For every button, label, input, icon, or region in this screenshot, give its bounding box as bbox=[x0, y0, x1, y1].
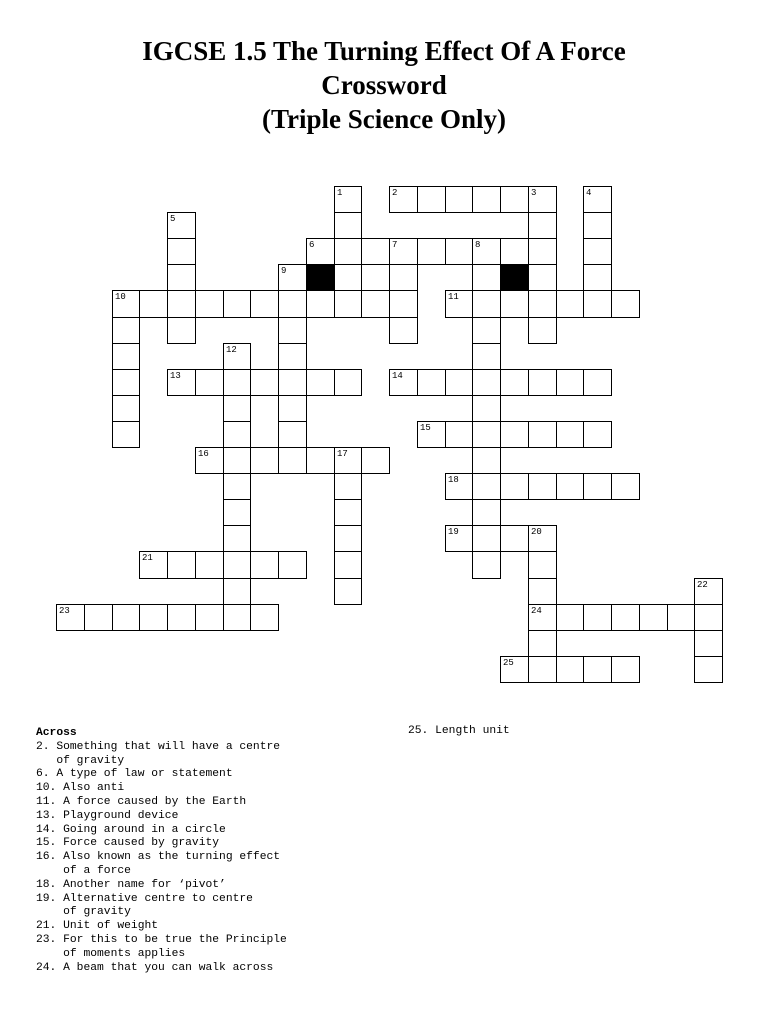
clue-text: 6. A type of law or statement bbox=[36, 768, 233, 781]
clue-number: 18 bbox=[448, 475, 459, 485]
grid-cell[interactable] bbox=[306, 290, 335, 318]
grid-cell[interactable] bbox=[361, 447, 390, 474]
grid-cell[interactable] bbox=[223, 447, 251, 474]
grid-cell[interactable] bbox=[556, 290, 584, 318]
grid-cell[interactable] bbox=[278, 317, 307, 344]
grid-cell[interactable] bbox=[583, 290, 612, 318]
grid-cell[interactable] bbox=[694, 630, 723, 657]
grid-cell[interactable] bbox=[167, 604, 196, 631]
grid-cell[interactable] bbox=[583, 238, 612, 265]
grid-cell[interactable] bbox=[195, 369, 224, 396]
grid-cell[interactable] bbox=[611, 290, 640, 318]
clue-number: 1 bbox=[337, 188, 343, 198]
grid-cell[interactable] bbox=[528, 421, 557, 448]
grid-cell[interactable] bbox=[278, 290, 307, 318]
grid-cell[interactable] bbox=[195, 604, 224, 631]
grid-cell[interactable] bbox=[500, 238, 529, 265]
grid-cell[interactable] bbox=[167, 551, 196, 579]
clue-text: 21. Unit of weight bbox=[36, 920, 159, 933]
clue-text: 23. For this to be true the Principle bbox=[36, 933, 287, 946]
clue-number: 9 bbox=[281, 266, 287, 276]
clue-number: 20 bbox=[531, 527, 542, 537]
grid-cell[interactable] bbox=[223, 578, 251, 605]
grid-cell[interactable] bbox=[278, 551, 307, 579]
grid-cell[interactable] bbox=[528, 630, 557, 657]
clue-text-continued: of moments applies bbox=[36, 947, 186, 960]
clue-number: 13 bbox=[170, 371, 181, 381]
grid-cell[interactable] bbox=[84, 604, 113, 631]
clue-list bbox=[408, 725, 728, 739]
grid-cell[interactable] bbox=[445, 186, 473, 213]
grid-cell[interactable] bbox=[250, 551, 279, 579]
grid-cell[interactable] bbox=[112, 395, 140, 422]
grid-cell[interactable] bbox=[528, 656, 557, 683]
grid-cell[interactable] bbox=[334, 290, 362, 318]
grid-cell[interactable] bbox=[334, 578, 362, 605]
grid-cell[interactable] bbox=[639, 604, 668, 631]
grid-cell[interactable] bbox=[278, 395, 307, 422]
grid-cell[interactable] bbox=[334, 499, 362, 526]
grid-cell[interactable] bbox=[528, 473, 557, 500]
grid-cell[interactable] bbox=[472, 369, 501, 396]
grid-cell[interactable] bbox=[445, 421, 473, 448]
grid-cell[interactable] bbox=[611, 473, 640, 500]
grid-cell[interactable] bbox=[667, 604, 695, 631]
grid-cell[interactable] bbox=[139, 604, 168, 631]
clue-number: 25 bbox=[503, 658, 514, 668]
clue-text: 19. Alternative centre to centre bbox=[36, 892, 253, 905]
clue-number: 16 bbox=[198, 449, 209, 459]
clue-text: 24. A beam that you can walk across bbox=[36, 961, 274, 974]
title-line: IGCSE 1.5 The Turning Effect Of A Force bbox=[142, 36, 626, 66]
clue-number: 21 bbox=[142, 553, 153, 563]
clue-text: 10. Also anti bbox=[36, 782, 125, 795]
grid-cell[interactable] bbox=[528, 212, 557, 239]
grid-cell[interactable] bbox=[583, 212, 612, 239]
grid-cell[interactable] bbox=[112, 343, 140, 370]
grid-cell[interactable] bbox=[500, 525, 529, 552]
grid-cell[interactable] bbox=[694, 604, 723, 631]
grid-cell[interactable] bbox=[472, 343, 501, 370]
grid-cell[interactable] bbox=[223, 290, 251, 318]
grid-cell[interactable] bbox=[528, 290, 557, 318]
grid-cell[interactable] bbox=[334, 369, 362, 396]
grid-cell[interactable] bbox=[583, 264, 612, 291]
grid-cell[interactable] bbox=[445, 238, 473, 265]
grid-cell[interactable] bbox=[167, 317, 196, 344]
grid-cell[interactable] bbox=[500, 473, 529, 500]
clue-number: 12 bbox=[226, 345, 237, 355]
grid-cell[interactable] bbox=[223, 421, 251, 448]
clue-number: 7 bbox=[392, 240, 398, 250]
grid-cell[interactable] bbox=[556, 473, 584, 500]
grid-cell[interactable] bbox=[112, 369, 140, 396]
grid-cell[interactable] bbox=[500, 369, 529, 396]
grid-cell[interactable] bbox=[389, 290, 418, 318]
grid-cell[interactable] bbox=[472, 551, 501, 579]
grid-cell[interactable] bbox=[472, 395, 501, 422]
clue-text: 15. Force caused by gravity bbox=[36, 837, 220, 850]
grid-cell[interactable] bbox=[472, 473, 501, 500]
grid-cell[interactable] bbox=[250, 447, 279, 474]
clue-number: 19 bbox=[448, 527, 459, 537]
clue-number: 15 bbox=[420, 423, 431, 433]
clue-text-continued: of a force bbox=[36, 864, 131, 877]
grid-cell[interactable] bbox=[195, 290, 224, 318]
grid-cell[interactable] bbox=[472, 421, 501, 448]
grid-cell[interactable] bbox=[361, 238, 390, 265]
grid-cell[interactable] bbox=[583, 473, 612, 500]
clue-number: 5 bbox=[170, 214, 176, 224]
grid-cell[interactable] bbox=[528, 317, 557, 344]
grid-cell[interactable] bbox=[112, 317, 140, 344]
grid-cell[interactable] bbox=[334, 212, 362, 239]
grid-cell[interactable] bbox=[167, 238, 196, 265]
grid-cell[interactable] bbox=[112, 421, 140, 448]
grid-cell[interactable] bbox=[556, 369, 584, 396]
grid-cell[interactable] bbox=[694, 656, 723, 683]
clue-text: 14. Going around in a circle bbox=[36, 823, 226, 836]
clue-number: 23 bbox=[59, 606, 70, 616]
clue-list bbox=[36, 741, 356, 976]
grid-cell[interactable] bbox=[278, 343, 307, 370]
grid-cell[interactable] bbox=[528, 551, 557, 579]
title-line: Crossword bbox=[321, 70, 447, 100]
grid-cell[interactable] bbox=[472, 186, 501, 213]
grid-cell[interactable] bbox=[417, 186, 446, 213]
grid-cell[interactable] bbox=[139, 290, 168, 318]
clue-number: 2 bbox=[392, 188, 398, 198]
grid-cell[interactable] bbox=[250, 290, 279, 318]
clue-number: 3 bbox=[531, 188, 537, 198]
grid-cell[interactable] bbox=[583, 656, 612, 683]
grid-cell[interactable] bbox=[528, 578, 557, 605]
clue-text: 16. Also known as the turning effect bbox=[36, 851, 281, 864]
clue-number: 10 bbox=[115, 292, 126, 302]
grid-cell[interactable] bbox=[223, 473, 251, 500]
clue-number: 4 bbox=[586, 188, 592, 198]
clue-text: 13. Playground device bbox=[36, 809, 179, 822]
grid-cell[interactable] bbox=[334, 473, 362, 500]
clues-heading: Across bbox=[36, 727, 77, 739]
grid-cell[interactable] bbox=[472, 264, 501, 291]
grid-cell[interactable] bbox=[334, 525, 362, 552]
grid-cell[interactable] bbox=[417, 238, 446, 265]
grid-cell[interactable] bbox=[306, 369, 335, 396]
grid-cell[interactable] bbox=[472, 290, 501, 318]
grid-cell[interactable] bbox=[611, 604, 640, 631]
grid-cell[interactable] bbox=[472, 447, 501, 474]
clue-text: 11. A force caused by the Earth bbox=[36, 795, 247, 808]
grid-cell[interactable] bbox=[223, 499, 251, 526]
grid-cell[interactable] bbox=[472, 499, 501, 526]
clue-text: 2. Something that will have a centre bbox=[36, 740, 281, 753]
clues-across bbox=[36, 727, 356, 975]
blocked-cell bbox=[306, 264, 335, 291]
grid-cell[interactable] bbox=[611, 656, 640, 683]
grid-cell[interactable] bbox=[361, 290, 390, 318]
grid-cell[interactable] bbox=[167, 290, 196, 318]
clue-text-continued: of gravity bbox=[36, 754, 125, 767]
grid-cell[interactable] bbox=[223, 604, 251, 631]
grid-cell[interactable] bbox=[556, 421, 584, 448]
blocked-cell bbox=[500, 264, 529, 291]
grid-cell[interactable] bbox=[583, 369, 612, 396]
grid-cell[interactable] bbox=[556, 656, 584, 683]
clue-text-continued: of gravity bbox=[36, 906, 131, 919]
grid-cell[interactable] bbox=[223, 369, 251, 396]
grid-cell[interactable] bbox=[278, 369, 307, 396]
grid-cell[interactable] bbox=[250, 369, 279, 396]
clue-text: 18. Another name for ‘pivot’ bbox=[36, 878, 226, 891]
clue-number: 8 bbox=[475, 240, 481, 250]
clue-number: 11 bbox=[448, 292, 459, 302]
grid-cell[interactable] bbox=[528, 238, 557, 265]
grid-cell[interactable] bbox=[334, 238, 362, 265]
grid-cell[interactable] bbox=[223, 395, 251, 422]
grid-cell[interactable] bbox=[583, 604, 612, 631]
grid-cell[interactable] bbox=[500, 186, 529, 213]
grid-cell[interactable] bbox=[500, 290, 529, 318]
grid-cell[interactable] bbox=[334, 264, 362, 291]
clue-number: 24 bbox=[531, 606, 542, 616]
grid-cell[interactable] bbox=[112, 604, 140, 631]
clue-number: 22 bbox=[697, 580, 708, 590]
grid-cell[interactable] bbox=[556, 604, 584, 631]
clue-number: 14 bbox=[392, 371, 403, 381]
grid-cell[interactable] bbox=[278, 421, 307, 448]
grid-cell[interactable] bbox=[278, 447, 307, 474]
grid-cell[interactable] bbox=[417, 369, 446, 396]
clue-number: 6 bbox=[309, 240, 315, 250]
grid-cell[interactable] bbox=[195, 551, 224, 579]
grid-cell[interactable] bbox=[500, 421, 529, 448]
grid-cell[interactable] bbox=[167, 264, 196, 291]
grid-cell[interactable] bbox=[583, 421, 612, 448]
clue-text: 25. Length unit bbox=[408, 725, 510, 737]
grid-cell[interactable] bbox=[223, 551, 251, 579]
grid-cell[interactable] bbox=[472, 317, 501, 344]
clue-number: 17 bbox=[337, 449, 348, 459]
title-line: (Triple Science Only) bbox=[262, 104, 506, 134]
clues-across-continued bbox=[408, 725, 728, 739]
grid-cell[interactable] bbox=[389, 264, 418, 291]
grid-cell[interactable] bbox=[445, 369, 473, 396]
grid-cell[interactable] bbox=[389, 317, 418, 344]
grid-cell[interactable] bbox=[306, 447, 335, 474]
grid-cell[interactable] bbox=[250, 604, 279, 631]
grid-cell[interactable] bbox=[528, 264, 557, 291]
grid-cell[interactable] bbox=[528, 369, 557, 396]
grid-cell[interactable] bbox=[334, 551, 362, 579]
grid-cell[interactable] bbox=[223, 525, 251, 552]
grid-cell[interactable] bbox=[472, 525, 501, 552]
